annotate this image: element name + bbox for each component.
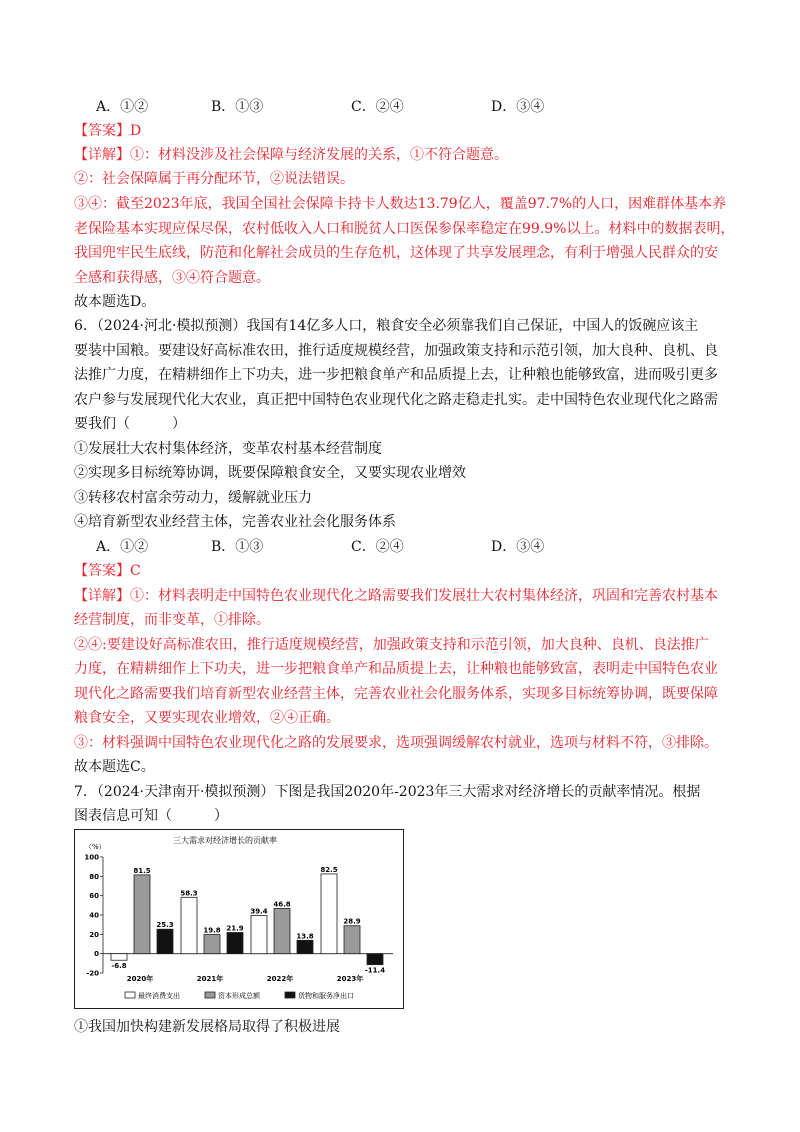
y-axis-label: （%） (85, 843, 106, 851)
x-category-label: 2022年 (266, 975, 294, 983)
y-tick-label: -20 (86, 969, 99, 978)
q5-option-d: D．③④ (491, 99, 545, 115)
bar-data-label: 58.3 (180, 889, 198, 898)
bars (111, 866, 385, 983)
y-tick-label: 20 (89, 930, 99, 939)
bar-data-label: 39.4 (250, 907, 268, 916)
bar-data-label: 13.8 (296, 932, 314, 941)
q6-conclusion: 故本题选C。 (74, 759, 155, 775)
bar (274, 908, 290, 953)
bar-data-label: -11.4 (364, 966, 386, 975)
q5-detail-line: 我国兜牢民生底线，防范和化解社会成员的生存危机，这体现了共享发展理念，有利于增强人民群众的安 (74, 245, 718, 261)
q6-answer-value: C (130, 563, 141, 579)
q5-detail-line: 全感和获得感，③④符合题意。 (74, 270, 270, 286)
q5-detail-line: ②：社会保障属于再分配环节，②说法错误。 (74, 171, 354, 187)
x-category-label: 2020年 (126, 975, 154, 983)
q6-detail-label: 【详解】 (74, 588, 130, 604)
q5-answer-value: D (130, 123, 142, 139)
q5-detail-label: 【详解】 (74, 147, 130, 163)
bar (111, 954, 127, 961)
q6-choice: ②实现多目标统筹协调，既要保障粮食安全，又要实现农业增效 (74, 465, 466, 481)
q6-stem-line: 要装中国粮。要建设好高标准农田，推行适度规模经营，加强政策支持和示范引领，加大良种、良机、良 (74, 343, 718, 359)
q6-detail-line: 力度，在精耕细作上下功夫，进一步把粮食单产和品质提上去，让种粮也能够致富，表明走中国特色农业 (74, 661, 718, 677)
q6-detail-text: ①：材料表明走中国特色农业现代化之路需要我们发展壮大农村集体经济，巩固和完善农村基本 (130, 588, 718, 604)
bar-data-label: -6.8 (111, 962, 127, 971)
q6-detail-line: 经营制度，而非变革，①排除。 (74, 612, 270, 628)
bar-data-label: 21.9 (226, 924, 244, 933)
q6-option-a: A．①② (96, 539, 149, 555)
bar (134, 875, 150, 954)
q6-stem-line: 法推广力度，在精耕细作上下功夫，进一步把粮食单产和品质提上去，让种粮也能够致富，进而吸引更多 (74, 367, 718, 383)
q5-conclusion: 故本题选D。 (74, 294, 156, 310)
q6-option-c: C．②④ (351, 539, 404, 555)
q6-choice: ④培育新型农业经营主体，完善农业社会化服务体系 (74, 514, 396, 530)
q7-stem-text: 下图是我国2020年-2023年三大需求对经济增长的贡献率情况。根据 (274, 784, 701, 800)
q6-detail-line (74, 586, 718, 606)
q6-detail-line: ③：材料强调中国特色农业现代化之路的发展要求，选项强调缓解农村就业，选项与材料不符，③排除。 (74, 735, 718, 751)
q5-detail-line: 老保险基本实现应保尽保，农村低收入人口和脱贫人口医保参保率稳定在99.9%以上。材料中的数据表明， (74, 221, 735, 237)
y-tick-label: 0 (94, 950, 99, 959)
bar-data-label: 28.9 (343, 917, 361, 926)
q5-answer-label: 【答案】 (74, 123, 130, 139)
legend-swatch (125, 992, 135, 998)
legend-label: 资本形成总额 (218, 992, 260, 1000)
q5-answer (74, 121, 141, 141)
q7-stem-line (74, 782, 700, 802)
q6-answer-label: 【答案】 (74, 563, 130, 579)
x-category-label: 2021年 (196, 975, 224, 983)
contribution-chart (74, 829, 404, 1009)
bar (321, 874, 337, 954)
chart-svg (75, 830, 403, 1008)
chart-legend (125, 991, 354, 1000)
bar (227, 932, 243, 953)
q5-option-c: C．②④ (351, 99, 404, 115)
bar (367, 954, 383, 965)
bar-data-label: 81.5 (133, 866, 151, 875)
bar (181, 897, 197, 953)
y-tick-label: 100 (84, 853, 99, 862)
q6-stem-line: 要我们（ ） (74, 416, 186, 432)
q6-source: 6．（2024·河北·模拟预测） (74, 318, 247, 334)
q5-detail-text: ①：材料没涉及社会保障与经济发展的关系，①不符合题意。 (130, 147, 508, 163)
q6-stem-text: 我国有14亿多人口，粮食安全必须靠我们自己保证，中国人的饭碗应该主 (246, 318, 699, 334)
q5-option-b: B．①③ (211, 99, 264, 115)
q6-answer (74, 561, 141, 581)
axes (84, 854, 393, 978)
q6-stem-line: 农户参与发展现代化大农业，真正把中国特色农业现代化之路走稳走扎实。走中国特色农业现代化之路需 (74, 392, 718, 408)
q6-detail-line: 粮食安全，又要实现农业增效，②④正确。 (74, 710, 340, 726)
q6-option-d: D．③④ (491, 539, 545, 555)
q7-stem-line: 图表信息可知（ ） (74, 808, 228, 824)
legend-swatch (285, 992, 295, 998)
legend-label: 最终消费支出 (138, 992, 180, 1000)
legend-label: 货物和服务净出口 (298, 992, 354, 1000)
bar-data-label: 82.5 (320, 865, 338, 874)
bar (344, 926, 360, 954)
y-tick-label: 40 (89, 911, 99, 920)
q5-detail-line: ③④：截至2023年底，我国全国社会保障卡持卡人数达13.79亿人，覆盖97.7%的人口，困难群体基本养 (74, 196, 727, 212)
q6-stem-line (74, 316, 698, 336)
bar (157, 929, 173, 953)
bar (251, 916, 267, 954)
x-category-label: 2023年 (336, 975, 364, 983)
bar-data-label: 19.8 (203, 926, 221, 935)
bar-data-label: 46.8 (273, 900, 291, 909)
q6-choice: ①发展壮大农村集体经济，变革农村基本经营制度 (74, 441, 382, 457)
q5-option-a: A．①② (96, 99, 149, 115)
q7-first-choice: ①我国加快构建新发展格局取得了积极进展 (74, 1019, 340, 1035)
q6-detail-line: 现代化之路需要我们培育新型农业经营主体，完善农业社会化服务体系，实现多目标统筹协调，既要保障 (74, 686, 718, 702)
q6-option-b: B．①③ (211, 539, 264, 555)
y-tick-label: 80 (89, 872, 99, 881)
bar (297, 940, 313, 953)
q6-choice: ③转移农村富余劳动力，缓解就业压力 (74, 490, 312, 506)
q7-source: 7．（2024·天津南开·模拟预测） (74, 784, 275, 800)
bar-data-label: 25.3 (156, 921, 174, 930)
chart-title: 三大需求对经济增长的贡献率 (173, 836, 277, 845)
legend-swatch (205, 992, 215, 998)
bar (204, 935, 220, 954)
y-tick-label: 60 (89, 892, 99, 901)
q6-detail-line: ②④:要建设好高标准农田，推行适度规模经营，加强政策支持和示范引领，加大良种、良机、良法推广 (74, 637, 709, 653)
q5-detail-line (74, 145, 508, 165)
